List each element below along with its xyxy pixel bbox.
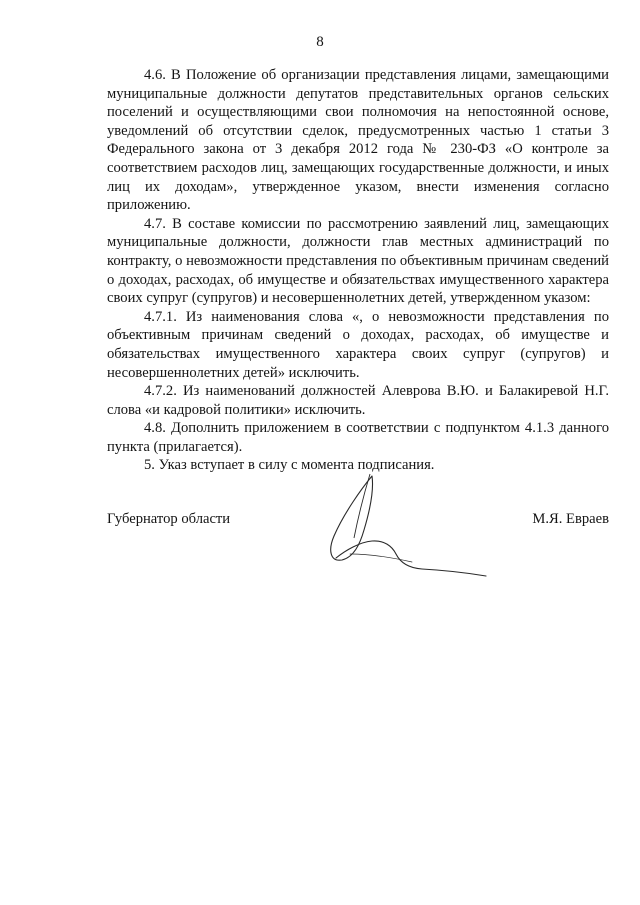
paragraph-4-6: 4.6. В Положение об организации представления лицами, замещающими муниципальные должности депутатов представительных органов сельских поселений и осуществляющими свои полномочия на непостоянной основе, уведомлений об отсутствии сделок, предусмотренных частью 1 статьи 3 Федерального закона от 3 декабря 2012 года № 230-ФЗ «О контроле за соответствием расходов лиц, замещающих государственные должности, и иных лиц их доходам», утвержденное указом, внести изменения согласно приложению. — [107, 67, 609, 214]
paragraph-4-7-1: 4.7.1. Из наименования слова «, о невозможности представления по объективным причинам сведений о доходах, расходах, об имуществе и обязательствах имущественного характера своих супруг (супругов) и несовершеннолетних детей» исключить. — [107, 308, 609, 381]
signer-name: М.Я. Евраев — [532, 511, 609, 527]
paragraph-4-7: 4.7. В составе комиссии по рассмотрению заявлений лиц, замещающих муниципальные должности, должности глав местных администраций по контракту, о невозможности представления по объективным причинам сведений о доходах, расходах, об имуществе и обязательствах имущественного характера своих супруг (супругов) и несовершеннолетних детей, утвержденном указом: — [107, 215, 609, 307]
document-body — [107, 66, 609, 475]
page-number: 8 — [316, 34, 324, 50]
signer-title: Губернатор области — [107, 511, 231, 527]
paragraph-5: 5. Указ вступает в силу с момента подписания. — [144, 457, 435, 474]
handwritten-signature — [300, 458, 500, 588]
paragraph-4-7-2: 4.7.2. Из наименований должностей Алеврова В.Ю. и Балакиревой Н.Г. слова «и кадровой политики» исключить. — [107, 383, 609, 418]
paragraph-4-8: 4.8. Дополнить приложением в соответствии с подпунктом 4.1.3 данного пункта (прилагается). — [107, 420, 609, 455]
